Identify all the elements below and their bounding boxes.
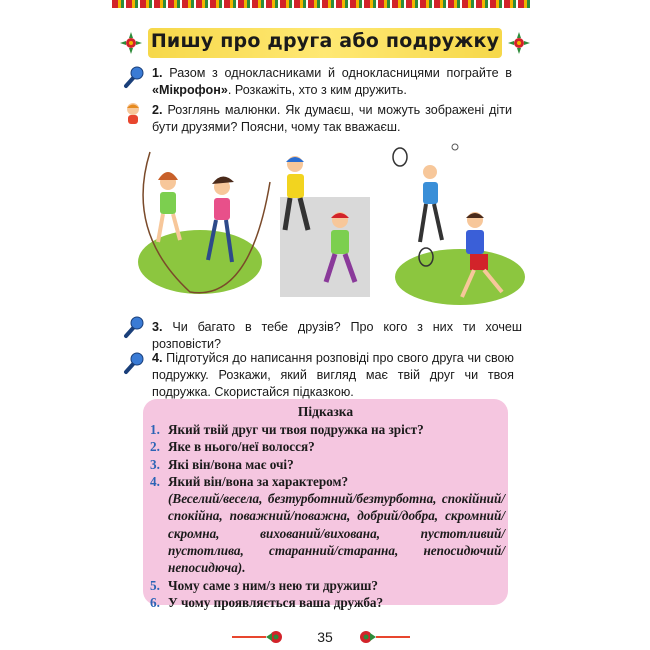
task-text: Разом з однокласниками й однокласницями пограйте в <box>162 66 512 80</box>
thinking-boy-icon <box>120 100 146 126</box>
task-text: Розглянь малюнки. Як думаєш, чи можуть зображені діти бути друзями? Поясни, чому так вважаєш. <box>152 103 512 134</box>
hint-title: Підказка <box>297 404 354 419</box>
list-item: 6. У чому проявляється ваша дружба? <box>150 594 384 610</box>
task-4 <box>152 350 514 401</box>
page-number: 35 <box>317 629 333 645</box>
task-text: Підготуйся до написання розповіді про свого друга чи свою подружку. Розкажи, який вигляд має твій друг чи твоя подружка. Скористайся підказкою. <box>152 351 514 399</box>
list-item: 1. Який твій друг чи твоя подружка на зріст? <box>150 422 424 437</box>
children-playing-illustration <box>130 142 525 307</box>
footer-ornament-right-icon <box>350 630 410 644</box>
list-item: 3. Які він/вона має очі? <box>150 456 294 472</box>
task-number: 1. <box>152 66 163 80</box>
task-3 <box>152 319 522 353</box>
task-number: 4. <box>152 351 163 365</box>
page-title: Пишу про друга або подружку <box>150 30 500 52</box>
list-item: 4. Який він/вона за характером? <box>150 473 349 489</box>
footer-ornament-left-icon <box>232 630 292 644</box>
decorative-top-border <box>112 0 532 8</box>
microphone-icon <box>120 314 146 340</box>
list-item: 5. Чому саме з ним/з нею ти дружиш? <box>150 577 379 593</box>
task-text: Чи багато в тебе друзів? Про кого з них ти хочеш розповісти? <box>152 320 522 351</box>
task-1 <box>152 65 512 99</box>
microphone-icon <box>120 64 146 90</box>
hint-list <box>150 421 505 611</box>
task-2 <box>152 102 512 136</box>
microphone-icon <box>120 350 146 376</box>
task-number: 3. <box>152 320 163 334</box>
flower-ornament-icon <box>118 30 144 56</box>
task-number: 2. <box>152 103 163 117</box>
game-name: «Мікрофон» <box>152 83 228 97</box>
adjective-list: (Веселий/весела, безтурботний/безтурботна, спокійний/спокійна, поважний/поважна, добрий/добра, скромний/скромна, вихований/вихована, пустотливий/пустотлива, старанний/старанна, непосидючий/непосидюча). <box>168 491 505 576</box>
list-item: 2. Яке в нього/неї волосся? <box>150 439 315 455</box>
flower-ornament-icon <box>506 30 532 56</box>
task-text: . Розкажіть, хто з ким дружить. <box>227 83 407 97</box>
